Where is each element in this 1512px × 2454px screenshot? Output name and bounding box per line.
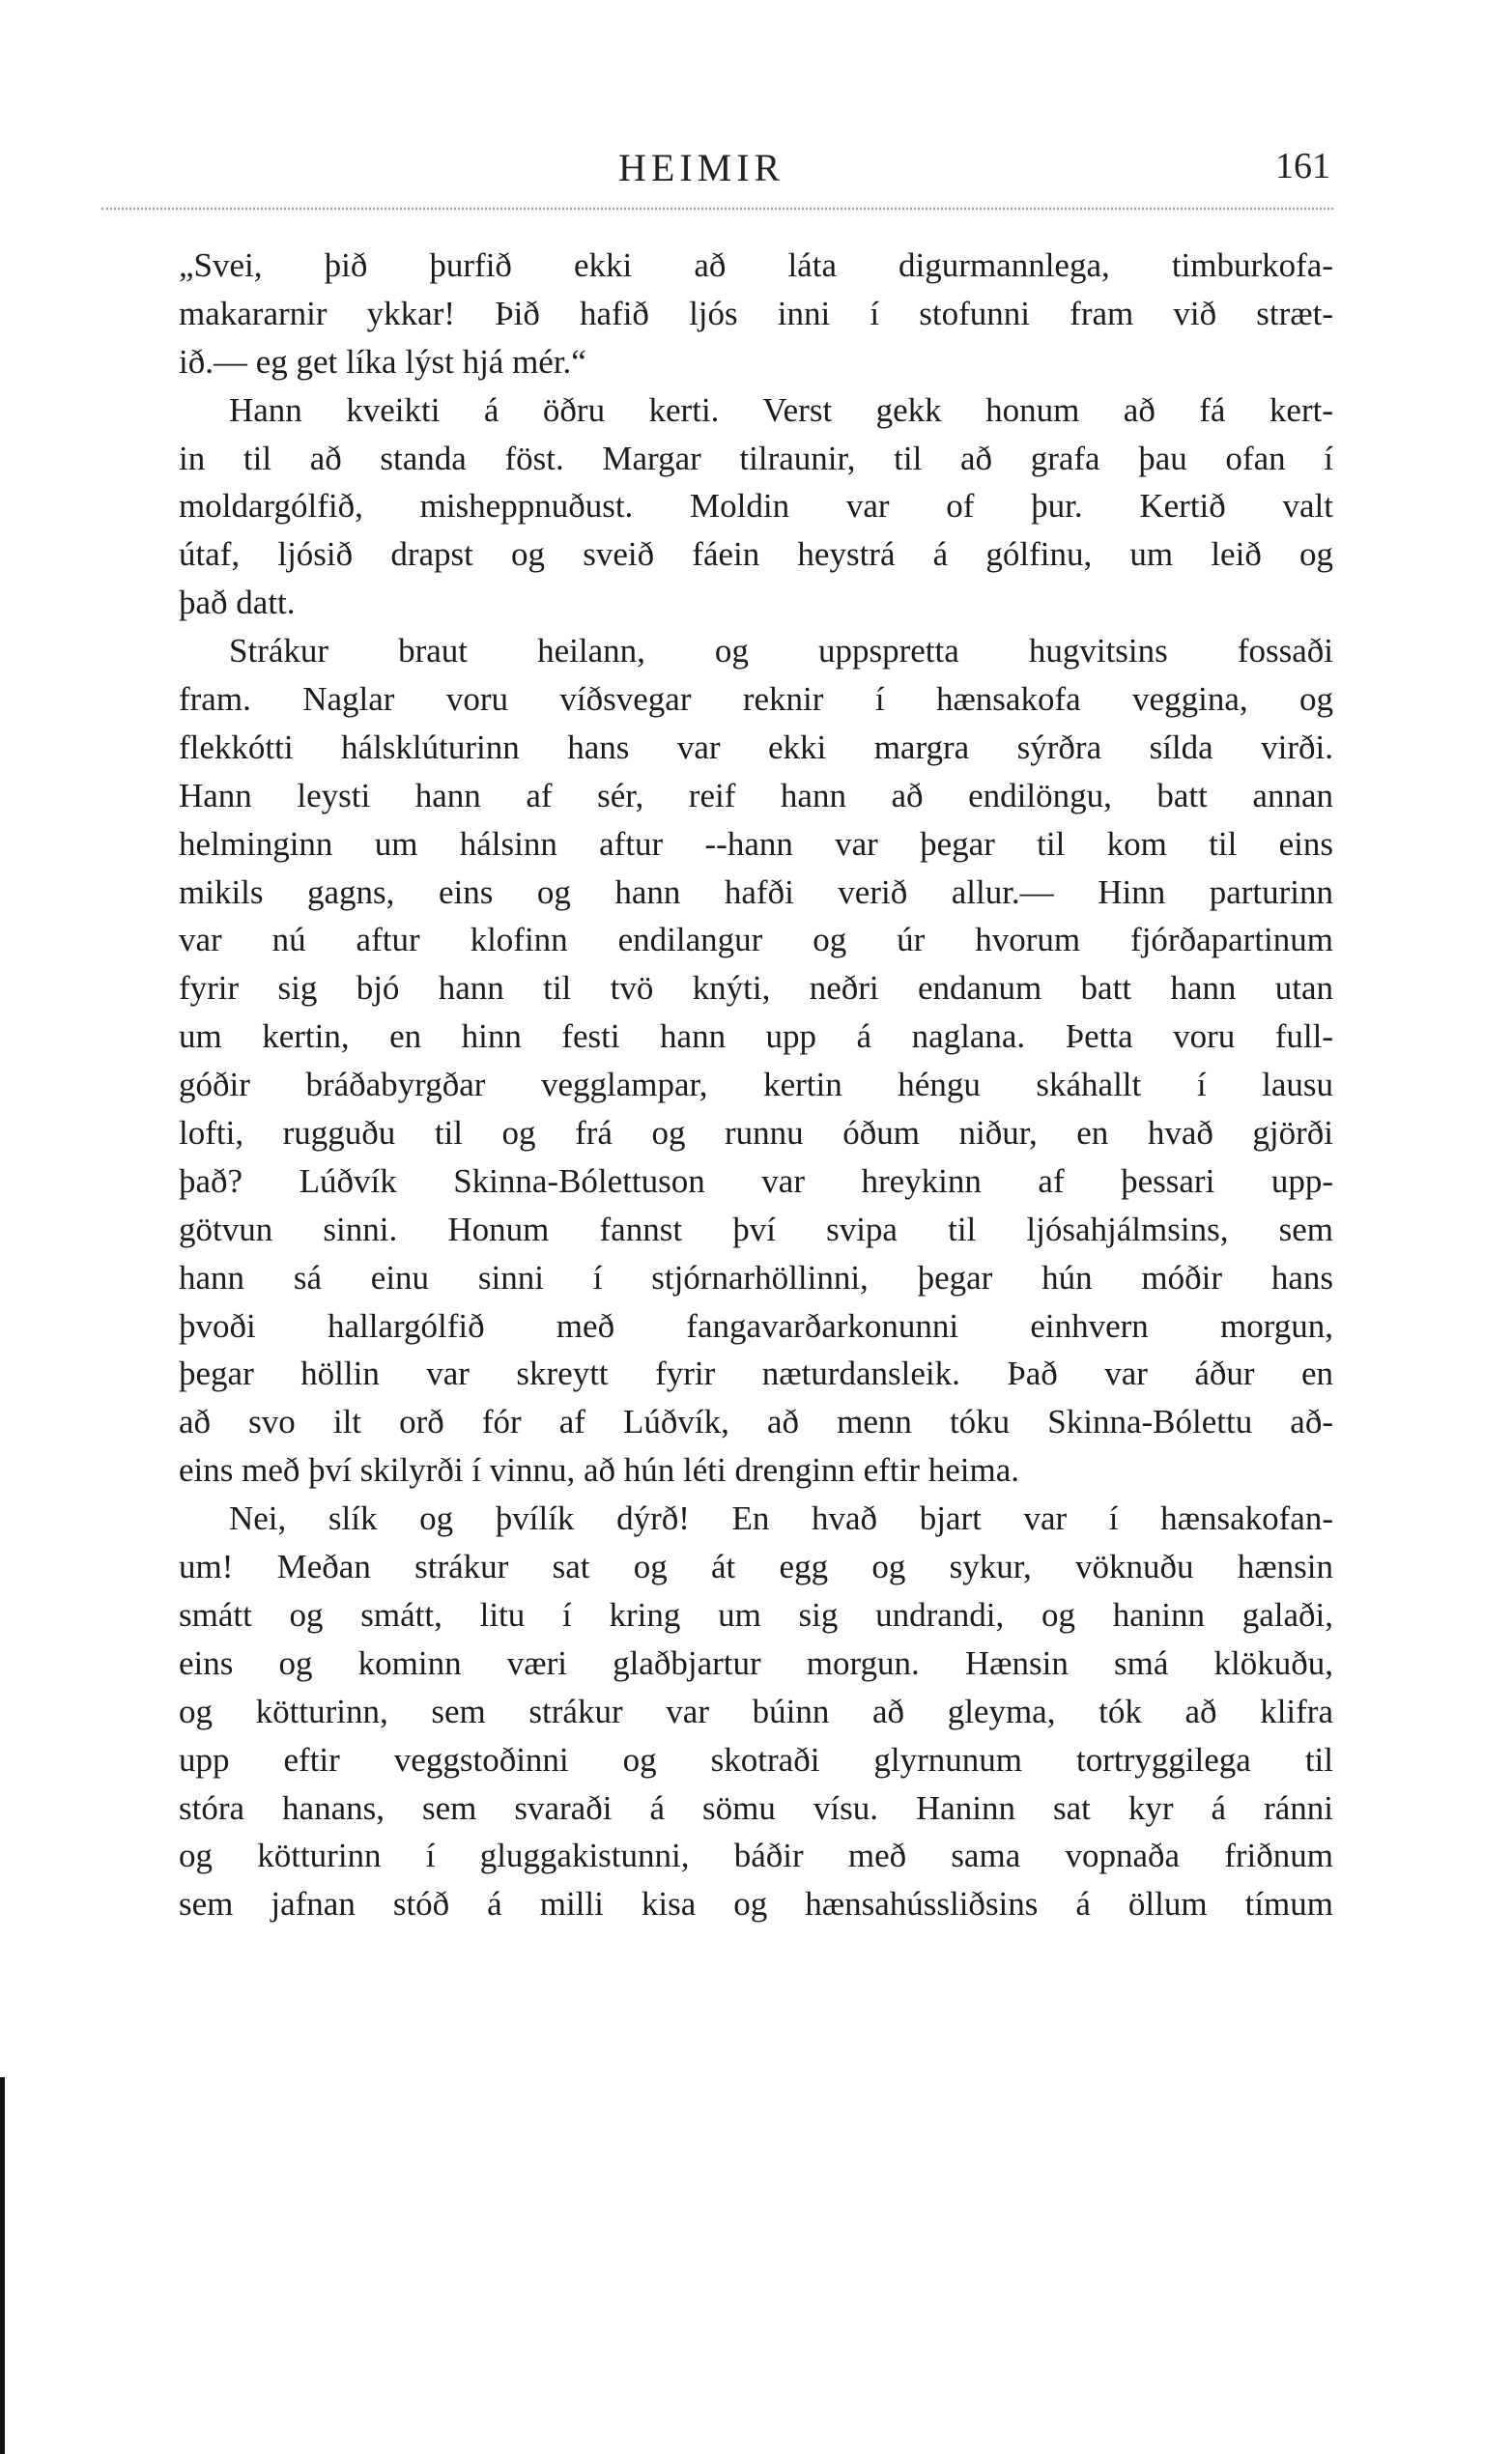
text-line: eins með því skilyrði í vinnu, að hún léti drenginn eftir heima. [179, 1451, 1019, 1490]
running-title: HEIMIR [618, 146, 785, 189]
text-line: fram. Naglar voru víðsvegar reknir í hænsakofa veggina, og [179, 680, 1333, 719]
text-line: flekkótti hálsklúturinn hans var ekki margra sýrðra sílda virði. [179, 728, 1333, 766]
text-line: eins og kominn væri glaðbjartur morgun. Hænsin smá klökuðu, [179, 1643, 1333, 1682]
text-line: Hann leysti hann af sér, reif hann að endilöngu, batt annan [179, 776, 1333, 814]
page-number: 161 [1275, 146, 1330, 186]
text-line: smátt og smátt, litu í kring um sig undrandi, og haninn galaði, [179, 1595, 1333, 1634]
text-line: það datt. [179, 584, 296, 622]
text-line: góðir bráðabyrgðar vegglampar, kertin héngu skáhallt í lausu [179, 1066, 1333, 1104]
text-line: Hann kveikti á öðru kerti. Verst gekk honum að fá kert- [229, 390, 1333, 429]
text-line: Strákur braut heilann, og uppspretta hugvitsins fossaði [229, 632, 1333, 671]
text-line: var nú aftur klofinn endilangur og úr hvorum fjórðapartinum [179, 921, 1333, 959]
text-line: stóra hanans, sem svaraði á sömu vísu. Haninn sat kyr á ránni [179, 1788, 1333, 1827]
text-line: um kertin, en hinn festi hann upp á naglana. Þetta voru full- [179, 1017, 1333, 1056]
text-line: að svo ilt orð fór af Lúðvík, að menn tóku Skinna-Bólettu að- [179, 1403, 1333, 1441]
text-line: makararnir ykkar! Þið hafið ljós inni í stofunni fram við stræt- [179, 294, 1333, 332]
header-rule [101, 208, 1333, 210]
text-line: helminginn um hálsinn aftur --hann var þegar til kom til eins [179, 824, 1333, 863]
text-line: og kötturinn í gluggakistunni, báðir með sama vopnaða friðnum [179, 1837, 1333, 1875]
text-line: um! Meðan strákur sat og át egg og sykur, vöknuðu hænsin [179, 1548, 1333, 1586]
text-line: „Svei, þið þurfið ekki að láta digurmannlega, timburkofa- [179, 246, 1333, 284]
text-line: sem jafnan stóð á milli kisa og hænsahússliðsins á öllum tímum [179, 1885, 1333, 1924]
text-line: upp eftir veggstoðinni og skotraði glyrnunum tortryggilega til [179, 1740, 1333, 1779]
text-line: götvun sinni. Honum fannst því svipa til ljósahjálmsins, sem [179, 1210, 1333, 1248]
text-line: þegar höllin var skreytt fyrir næturdansleik. Það var áður en [179, 1355, 1333, 1393]
text-line: útaf, ljósið drapst og sveið fáein heystrá á gólfinu, um leið og [179, 535, 1333, 574]
text-line: hann sá einu sinni í stjórnarhöllinni, þegar hún móðir hans [179, 1258, 1333, 1297]
text-line: þvoði hallargólfið með fangavarðarkonunni einhvern morgun, [179, 1306, 1333, 1345]
text-line: moldargólfið, misheppnuðust. Moldin var of þur. Kertið valt [179, 487, 1333, 526]
page-header [0, 145, 1512, 203]
text-line: fyrir sig bjó hann til tvö knýti, neðri endanum batt hann utan [179, 969, 1333, 1008]
text-line: og kötturinn, sem strákur var búinn að gleyma, tók að klifra [179, 1692, 1333, 1730]
text-line: það? Lúðvík Skinna-Bólettuson var hreykinn af þessari upp- [179, 1161, 1333, 1200]
body-text [179, 242, 1333, 1928]
book-spine-edge [0, 2077, 5, 2454]
text-line: Nei, slík og þvílík dýrð! En hvað bjart var í hænsakofan- [229, 1499, 1333, 1538]
text-line: ið.— eg get líka lýst hjá mér.“ [179, 342, 586, 381]
text-line: in til að standa föst. Margar tilraunir, til að grafa þau ofan í [179, 439, 1333, 477]
text-line: mikils gagns, eins og hann hafði verið allur.— Hinn parturinn [179, 872, 1333, 911]
text-line: lofti, rugguðu til og frá og runnu óðum niður, en hvað gjörði [179, 1114, 1333, 1153]
